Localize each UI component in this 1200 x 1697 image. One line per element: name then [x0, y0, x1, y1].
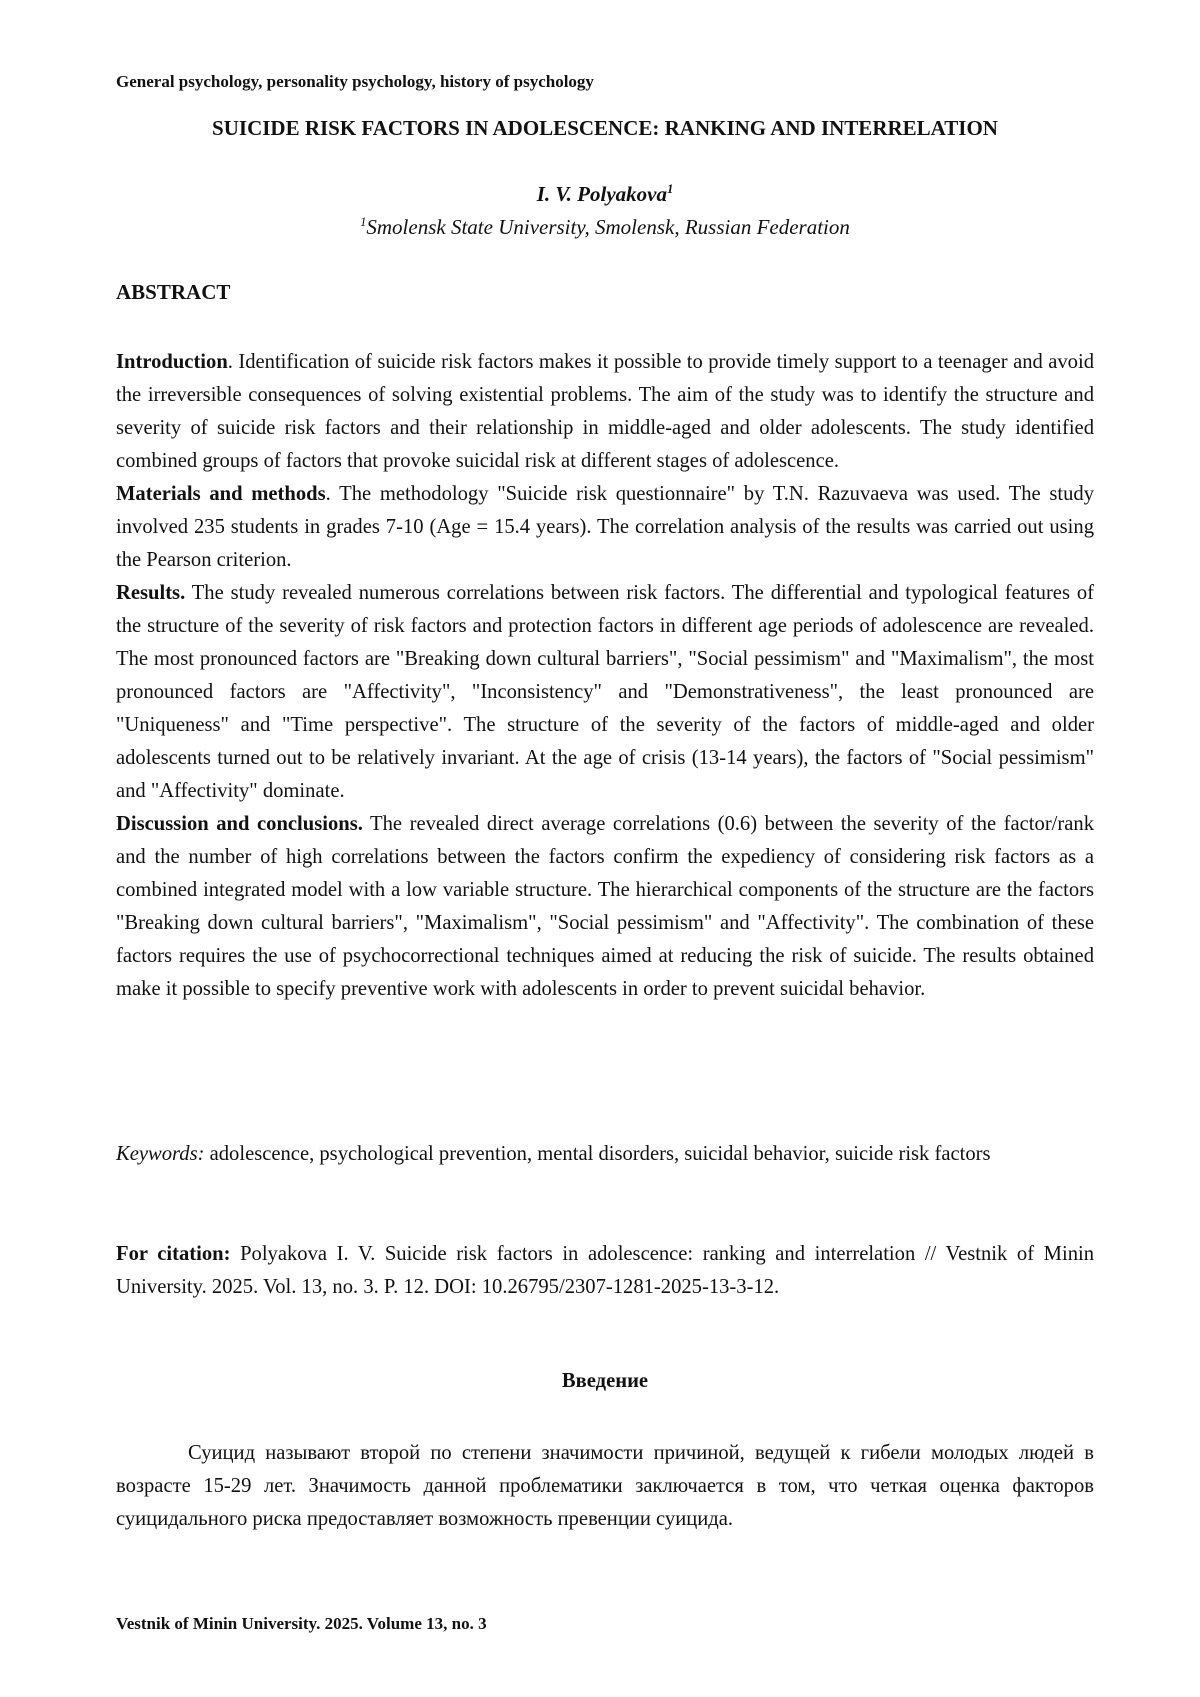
section-text: . Identification of suicide risk factors makes it possible to provide timely support to a teenager and avoid the irreversible consequences of solving existential problems. The aim of the study was to identify the structure and severity of suicide risk factors and their relationship in middle-aged and older adolescents. The study identified combined groups of factors that provoke suicidal risk at different stages of adolescence.	[116, 351, 1094, 472]
article-title: SUICIDE RISK FACTORS IN ADOLESCENCE: RANKING AND INTERRELATION	[116, 116, 1094, 141]
abstract-results	[116, 577, 1094, 808]
author-name: I. V. Polyakova	[537, 182, 667, 206]
affiliation	[116, 215, 1094, 240]
author-sup: 1	[667, 182, 673, 196]
keywords-text: adolescence, psychological prevention, mental disorders, suicidal behavior, suicide risk factors	[204, 1143, 990, 1165]
keywords	[116, 1138, 1094, 1171]
abstract-discussion	[116, 808, 1094, 1006]
citation	[116, 1238, 1094, 1304]
keywords-label: Keywords:	[116, 1143, 204, 1165]
section-label: Introduction	[116, 351, 228, 373]
citation-label: For citation:	[116, 1243, 230, 1265]
abstract-introduction	[116, 346, 1094, 478]
section-label: Discussion and conclusions.	[116, 813, 363, 835]
running-header: General psychology, personality psychology, history of psychology	[116, 72, 1094, 92]
section-label: Results.	[116, 582, 185, 604]
abstract-heading: ABSTRACT	[116, 280, 1094, 305]
section-text: The study revealed numerous correlations between risk factors. The differential and typological features of the structure of the severity of risk factors and protection factors in different age periods of adolescence are revealed. The most pronounced factors are "Breaking down cultural barriers", "Social pessimism" and "Maximalism", the most pronounced factors are "Affectivity", "Inconsistency" and "Demonstrativeness", the least pronounced are "Uniqueness" and "Time perspective". The structure of the severity of the factors of middle-aged and older adolescents turned out to be relatively invariant. At the age of crisis (13-14 years), the factors of "Social pessimism" and "Affectivity" dominate.	[116, 582, 1094, 802]
abstract-body	[116, 346, 1094, 1006]
running-footer: Vestnik of Minin University. 2025. Volume 13, no. 3	[116, 1614, 1094, 1634]
affiliation-text: Smolensk State University, Smolensk, Russian Federation	[366, 215, 850, 239]
section-text: . The methodology "Suicide risk questionnaire" by T.N. Razuvaeva was used. The study involved 235 students in grades 7-10 (Age = 15.4 years). The correlation analysis of the results was carried out using the Pearson criterion.	[116, 483, 1094, 571]
author	[116, 182, 1094, 207]
citation-text: Polyakova I. V. Suicide risk factors in adolescence: ranking and interrelation // Vestnik of Minin University. 2025. Vol. 13, no. 3. P. 12. DOI: 10.26795/2307-1281-2025-13-3-12.	[116, 1243, 1094, 1298]
section-label: Materials and methods	[116, 483, 326, 505]
abstract-methods	[116, 478, 1094, 577]
section-text: The revealed direct average correlations (0.6) between the severity of the factor/rank and the number of high correlations between the factors confirm the expediency of considering risk factors as a combined integrated model with a low variable structure. The hierarchical components of the structure are the factors "Breaking down cultural barriers", "Maximalism", "Social pessimism" and "Affectivity". The combination of these factors requires the use of psychocorrectional techniques aimed at reducing the risk of suicide. The results obtained make it possible to specify preventive work with adolescents in order to prevent suicidal behavior.	[116, 813, 1094, 1000]
affiliation-sup: 1	[360, 215, 366, 229]
document-page	[0, 0, 1200, 1697]
intro-heading-ru: Введение	[116, 1370, 1094, 1393]
intro-paragraph-ru: Суицид называют второй по степени значимости причиной, ведущей к гибели молодых людей в возрасте 15-29 лет. Значимость данной проблематики заключается в том, что четкая оценка факторов суицидального риска предоставляет возможность превенции суицида.	[116, 1437, 1094, 1536]
